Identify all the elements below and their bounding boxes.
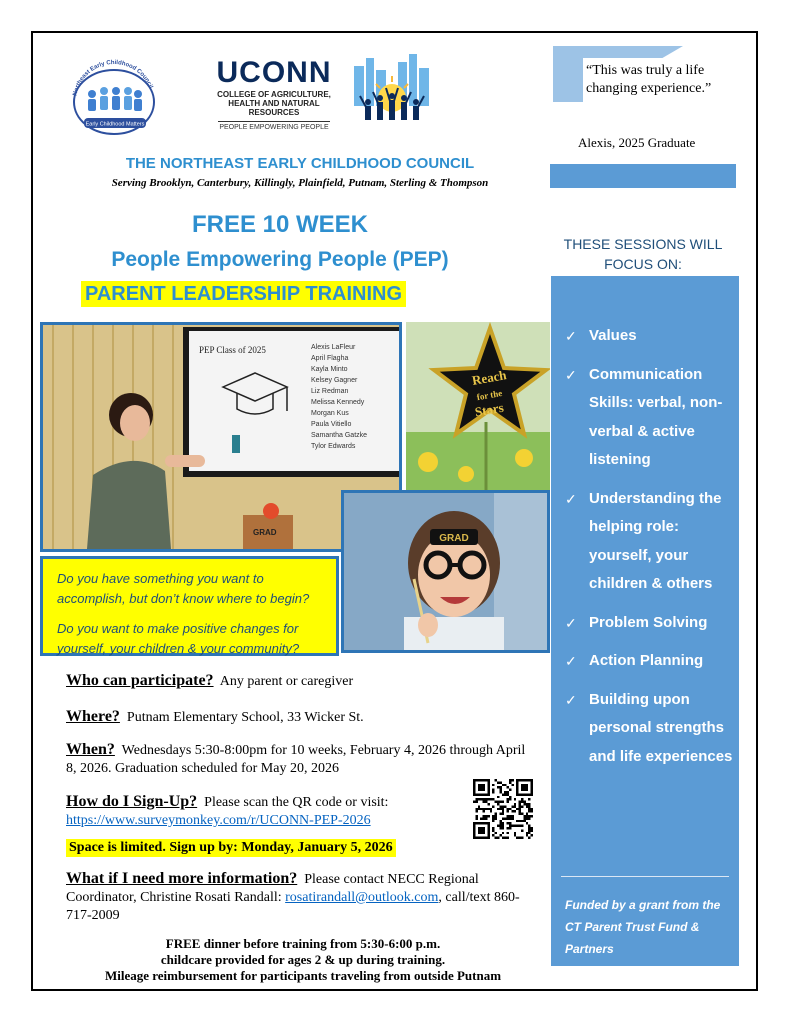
child-grad-photo	[341, 490, 550, 653]
checkmark-icon: ✓	[565, 614, 577, 631]
serving-towns: Serving Brooklyn, Canterbury, Killingly, Plainfield, Putnam, Sterling & Thompson	[111, 177, 489, 189]
who-text: Any parent or caregiver	[219, 674, 354, 689]
signup-link[interactable]: https://www.surveymonkey.com/r/UCONN-PEP-2026	[66, 813, 371, 828]
necc-logo-bottom-text: Early Childhood Matters	[85, 121, 145, 128]
decorative-blue-bar	[550, 164, 736, 188]
divider	[561, 876, 729, 877]
contact-email-link[interactable]: rosatirandall@outlook.com	[285, 890, 439, 905]
session-item: ✓ Values	[565, 322, 735, 351]
session-item: ✓ Problem Solving	[565, 609, 735, 638]
necc-logo	[66, 58, 162, 138]
footer-notes	[66, 936, 540, 984]
checkmark-icon: ✓	[565, 653, 577, 669]
checkmark-icon: ✓	[565, 328, 577, 344]
uconn-logo	[210, 58, 338, 131]
footer-line-mileage: Mileage reimbursement for participants traveling from outside Putnam	[104, 968, 502, 983]
when-text: Wednesdays 5:30-8:00pm for 10 weeks, February 4, 2026 through April 8, 2026. Graduation scheduled for May 20, 2026	[66, 743, 526, 776]
class-name: Samantha Gatzke	[311, 432, 368, 439]
where-text: Putnam Elementary School, 33 Wicker St.	[126, 710, 364, 725]
session-item: ✓ Communication Skills: verbal, non-verbal & active listening	[565, 361, 735, 475]
footer-line-dinner: FREE dinner before training from 5:30-6:00 p.m.	[165, 936, 441, 951]
training-title: PARENT LEADERSHIP TRAINING	[81, 281, 406, 307]
signup-text: Please scan the QR code or visit:	[204, 795, 389, 810]
uconn-wordmark: UCONN	[216, 56, 332, 89]
reach-stars-photo	[406, 322, 550, 490]
class-name: Melissa Kennedy	[311, 399, 365, 406]
class-name: Kelsey Gagner	[311, 377, 358, 384]
glasses-text: GRAD	[439, 533, 469, 544]
class-name: Alexis LaFleur	[311, 344, 356, 351]
contact-phone: , call/text 860-717-2009	[66, 890, 520, 923]
class-name: Tylor Edwards	[311, 443, 356, 450]
class-name: April Flagha	[311, 355, 349, 362]
where-section	[66, 708, 536, 727]
sessions-heading: THESE SESSIONS WILL FOCUS ON:	[563, 236, 723, 272]
checkmark-icon: ✓	[565, 490, 577, 507]
session-item: ✓ Action Planning	[565, 647, 735, 676]
question-box	[40, 556, 339, 656]
who-label: Who can participate?	[66, 672, 214, 689]
svg-text:for the: for the	[476, 387, 503, 403]
more-info-section	[66, 870, 536, 925]
class-name: Kayla Minto	[311, 366, 348, 373]
uconn-college: COLLEGE OF AGRICULTURE, HEALTH AND NATURAL RESOURCES	[217, 90, 331, 117]
signup-section	[66, 793, 466, 830]
uconn-tagline: PEOPLE EMPOWERING PEOPLE	[219, 124, 329, 131]
svg-text:Stars: Stars	[473, 399, 505, 420]
signup-label: How do I Sign-Up?	[66, 793, 198, 810]
checkmark-icon: ✓	[565, 366, 577, 383]
sessions-panel	[551, 276, 739, 966]
footer-line-childcare: childcare provided for ages 2 & up during training.	[160, 952, 446, 967]
testimonial-author: Alexis, 2025 Graduate	[578, 135, 696, 150]
question-2: Do you want to make positive changes for yourself, your children & your community?	[57, 621, 300, 656]
class-name: Paula Vitiello	[311, 421, 352, 428]
qr-code-icon[interactable]	[473, 779, 533, 839]
space-limited-notice: Space is limited. Sign up by: Monday, January 5, 2026	[66, 839, 396, 857]
class-name: Liz Redman	[311, 388, 349, 395]
session-item: ✓ Understanding the helping role: yourself, your children & others	[565, 485, 735, 599]
more-info-text: Please contact NECC Regional Coordinator, Christine Rosati Randall:	[66, 872, 479, 905]
where-label: Where?	[66, 708, 120, 725]
funding-note: Funded by a grant from the CT Parent Trust Fund & Partners	[565, 898, 721, 956]
free-weeks-heading: FREE 10 WEEK	[191, 211, 369, 238]
more-info-label: What if I need more information?	[66, 870, 298, 887]
pep-logo	[346, 52, 438, 132]
star-text: Reach	[470, 367, 508, 388]
who-section	[66, 672, 536, 691]
testimonial-quote: “This was truly a life changing experience.”	[586, 63, 712, 96]
checkmark-icon: ✓	[565, 691, 577, 708]
when-section	[66, 741, 536, 778]
council-name: THE NORTHEAST EARLY CHILDHOOD COUNCIL	[125, 155, 475, 172]
question-1: Do you have something you want to accomplish, but don’t know where to begin?	[57, 571, 310, 606]
slide-title: PEP Class of 2025	[199, 345, 266, 355]
program-name: People Empowering People (PEP)	[111, 248, 449, 271]
session-item: ✓ Building upon personal strengths and life experiences	[565, 686, 735, 772]
when-label: When?	[66, 741, 115, 758]
necc-logo-top-text: Northeast Early Childhood Council	[72, 59, 154, 97]
class-name: Morgan Kus	[311, 410, 349, 417]
grad-sign: GRAD	[253, 528, 277, 537]
